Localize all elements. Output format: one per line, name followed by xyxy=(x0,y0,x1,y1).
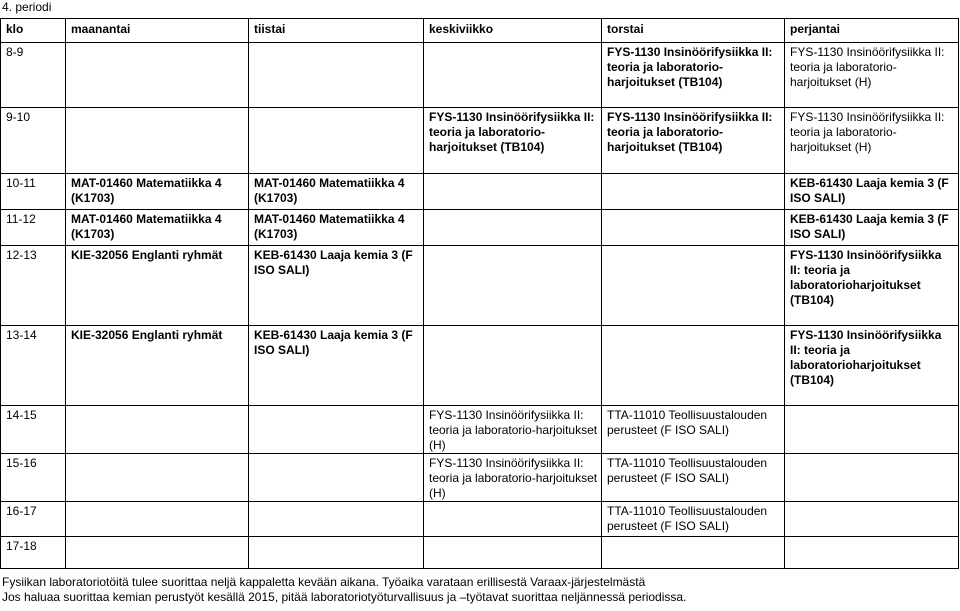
cell-maanantai: MAT-01460 Matematiikka 4 (K1703) xyxy=(66,210,249,246)
cell-torstai: TTA-11010 Teollisuustalouden perusteet (F ISO SALI) xyxy=(602,502,785,537)
time-cell: 17-18 xyxy=(1,537,66,569)
table-row xyxy=(1,108,959,174)
cell-keskiviikko xyxy=(424,174,602,210)
footnotes xyxy=(2,575,958,605)
cell-torstai xyxy=(602,246,785,326)
header-klo: klo xyxy=(1,19,66,43)
table-caption: 4. periodi xyxy=(2,0,52,14)
schedule-table xyxy=(0,18,959,569)
cell-tiistai: KEB-61430 Laaja kemia 3 (F ISO SALI) xyxy=(249,326,424,406)
cell-maanantai xyxy=(66,43,249,108)
table-row xyxy=(1,246,959,326)
table-row xyxy=(1,326,959,406)
cell-maanantai xyxy=(66,406,249,454)
cell-perjantai: FYS-1130 Insinöörifysiikka II: teoria ja laboratorioharjoitukset (TB104) xyxy=(785,326,959,406)
cell-perjantai xyxy=(785,502,959,537)
cell-tiistai: MAT-01460 Matematiikka 4 (K1703) xyxy=(249,210,424,246)
cell-tiistai xyxy=(249,454,424,502)
cell-torstai: FYS-1130 Insinöörifysiikka II: teoria ja laboratorio-harjoitukset (TB104) xyxy=(602,108,785,174)
cell-tiistai xyxy=(249,502,424,537)
cell-keskiviikko: FYS-1130 Insinöörifysiikka II: teoria ja laboratorio-harjoitukset (H) xyxy=(424,406,602,454)
cell-tiistai: KEB-61430 Laaja kemia 3 (F ISO SALI) xyxy=(249,246,424,326)
table-row xyxy=(1,174,959,210)
table-row xyxy=(1,43,959,108)
cell-maanantai: KIE-32056 Englanti ryhmät xyxy=(66,326,249,406)
cell-torstai: TTA-11010 Teollisuustalouden perusteet (F ISO SALI) xyxy=(602,406,785,454)
table-row xyxy=(1,537,959,569)
footnote-chemistry: Jos haluaa suorittaa kemian perustyöt kesällä 2015, pitää laboratoriotyöturvallisuus ja –työtavat suorittaa neljännessä periodissa. xyxy=(2,590,687,604)
cell-tiistai xyxy=(249,406,424,454)
time-cell: 11-12 xyxy=(1,210,66,246)
cell-maanantai: MAT-01460 Matematiikka 4 (K1703) xyxy=(66,174,249,210)
cell-keskiviikko xyxy=(424,502,602,537)
cell-keskiviikko xyxy=(424,537,602,569)
table-row xyxy=(1,210,959,246)
time-cell: 16-17 xyxy=(1,502,66,537)
time-cell: 15-16 xyxy=(1,454,66,502)
footnote-lab-works: Fysiikan laboratoriotöitä tulee suorittaa neljä kappaletta kevään aikana. Työaika varataan erillisestä Varaax-järjestelmästä xyxy=(2,575,646,589)
header-perjantai: perjantai xyxy=(785,19,959,43)
cell-torstai xyxy=(602,537,785,569)
cell-maanantai xyxy=(66,108,249,174)
cell-torstai xyxy=(602,174,785,210)
time-cell: 9-10 xyxy=(1,108,66,174)
time-cell: 8-9 xyxy=(1,43,66,108)
cell-tiistai xyxy=(249,108,424,174)
header-torstai: torstai xyxy=(602,19,785,43)
cell-maanantai xyxy=(66,454,249,502)
time-cell: 14-15 xyxy=(1,406,66,454)
table-row xyxy=(1,406,959,454)
table-row xyxy=(1,502,959,537)
cell-perjantai: KEB-61430 Laaja kemia 3 (F ISO SALI) xyxy=(785,174,959,210)
cell-keskiviikko xyxy=(424,326,602,406)
cell-keskiviikko xyxy=(424,210,602,246)
cell-tiistai xyxy=(249,43,424,108)
cell-perjantai xyxy=(785,537,959,569)
time-cell: 10-11 xyxy=(1,174,66,210)
cell-torstai: FYS-1130 Insinöörifysiikka II: teoria ja laboratorio-harjoitukset (TB104) xyxy=(602,43,785,108)
cell-maanantai: KIE-32056 Englanti ryhmät xyxy=(66,246,249,326)
cell-perjantai: KEB-61430 Laaja kemia 3 (F ISO SALI) xyxy=(785,210,959,246)
cell-perjantai: FYS-1130 Insinöörifysiikka II: teoria ja laboratorio-harjoitukset (H) xyxy=(785,43,959,108)
cell-perjantai xyxy=(785,454,959,502)
header-keskiviikko: keskiviikko xyxy=(424,19,602,43)
cell-maanantai xyxy=(66,537,249,569)
header-tiistai: tiistai xyxy=(249,19,424,43)
cell-tiistai xyxy=(249,537,424,569)
cell-torstai: TTA-11010 Teollisuustalouden perusteet (F ISO SALI) xyxy=(602,454,785,502)
cell-keskiviikko xyxy=(424,43,602,108)
cell-perjantai: FYS-1130 Insinöörifysiikka II: teoria ja laboratorioharjoitukset (TB104) xyxy=(785,246,959,326)
header-row xyxy=(1,19,959,43)
cell-perjantai xyxy=(785,406,959,454)
cell-keskiviikko: FYS-1130 Insinöörifysiikka II: teoria ja laboratorio-harjoitukset (H) xyxy=(424,454,602,502)
cell-torstai xyxy=(602,326,785,406)
cell-tiistai: MAT-01460 Matematiikka 4 (K1703) xyxy=(249,174,424,210)
cell-perjantai: FYS-1130 Insinöörifysiikka II: teoria ja laboratorio-harjoitukset (H) xyxy=(785,108,959,174)
header-maanantai: maanantai xyxy=(66,19,249,43)
cell-keskiviikko: FYS-1130 Insinöörifysiikka II: teoria ja laboratorio-harjoitukset (TB104) xyxy=(424,108,602,174)
cell-keskiviikko xyxy=(424,246,602,326)
cell-maanantai xyxy=(66,502,249,537)
cell-torstai xyxy=(602,210,785,246)
table-row xyxy=(1,454,959,502)
time-cell: 13-14 xyxy=(1,326,66,406)
time-cell: 12-13 xyxy=(1,246,66,326)
